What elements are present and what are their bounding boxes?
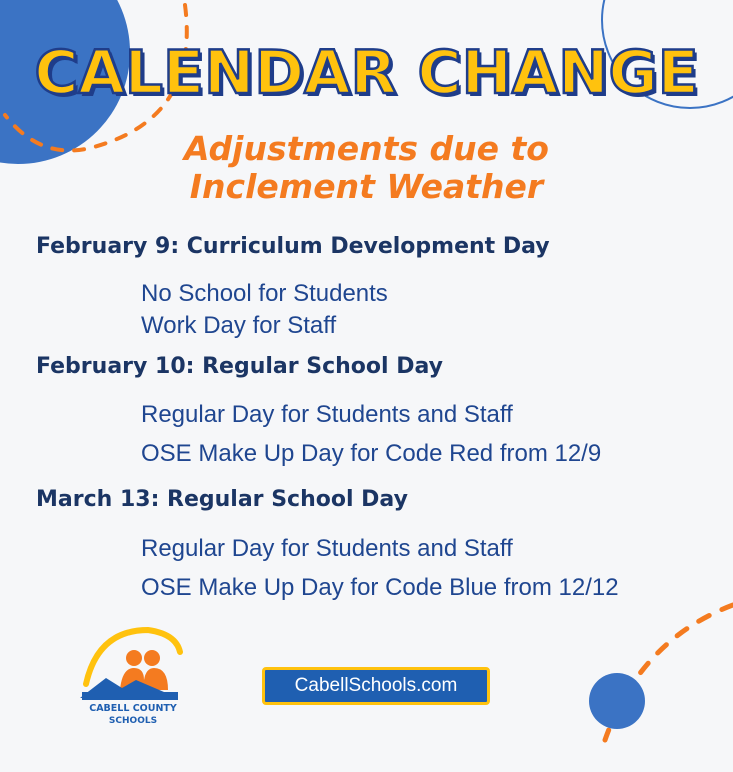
- section-detail: Work Day for Staff: [141, 312, 337, 339]
- page-title: CALENDAR CHANGE: [34, 38, 699, 108]
- section-heading-mar-13: March 13: Regular School Day: [36, 487, 408, 512]
- subtitle-line-2: Inclement Weather: [189, 167, 544, 206]
- logo-text-line-2: SCHOOLS: [108, 716, 158, 726]
- section-detail: OSE Make Up Day for Code Red from 12/9: [141, 440, 602, 467]
- section-detail: Regular Day for Students and Staff: [141, 535, 513, 562]
- bottom-right-dot: [589, 673, 645, 729]
- section-detail: OSE Make Up Day for Code Blue from 12/12: [141, 574, 619, 601]
- website-link[interactable]: [262, 667, 490, 705]
- section-heading-feb-9: February 9: Curriculum Development Day: [36, 234, 550, 259]
- logo-text-line-1: CABELL COUNTY: [89, 703, 177, 714]
- subtitle-line-1: Adjustments due to: [184, 129, 549, 168]
- website-label: CabellSchools.com: [294, 675, 458, 696]
- section-detail: Regular Day for Students and Staff: [141, 401, 513, 428]
- subtitle: [0, 130, 733, 206]
- section-detail: No School for Students: [141, 280, 388, 307]
- section-heading-feb-10: February 10: Regular School Day: [36, 354, 443, 379]
